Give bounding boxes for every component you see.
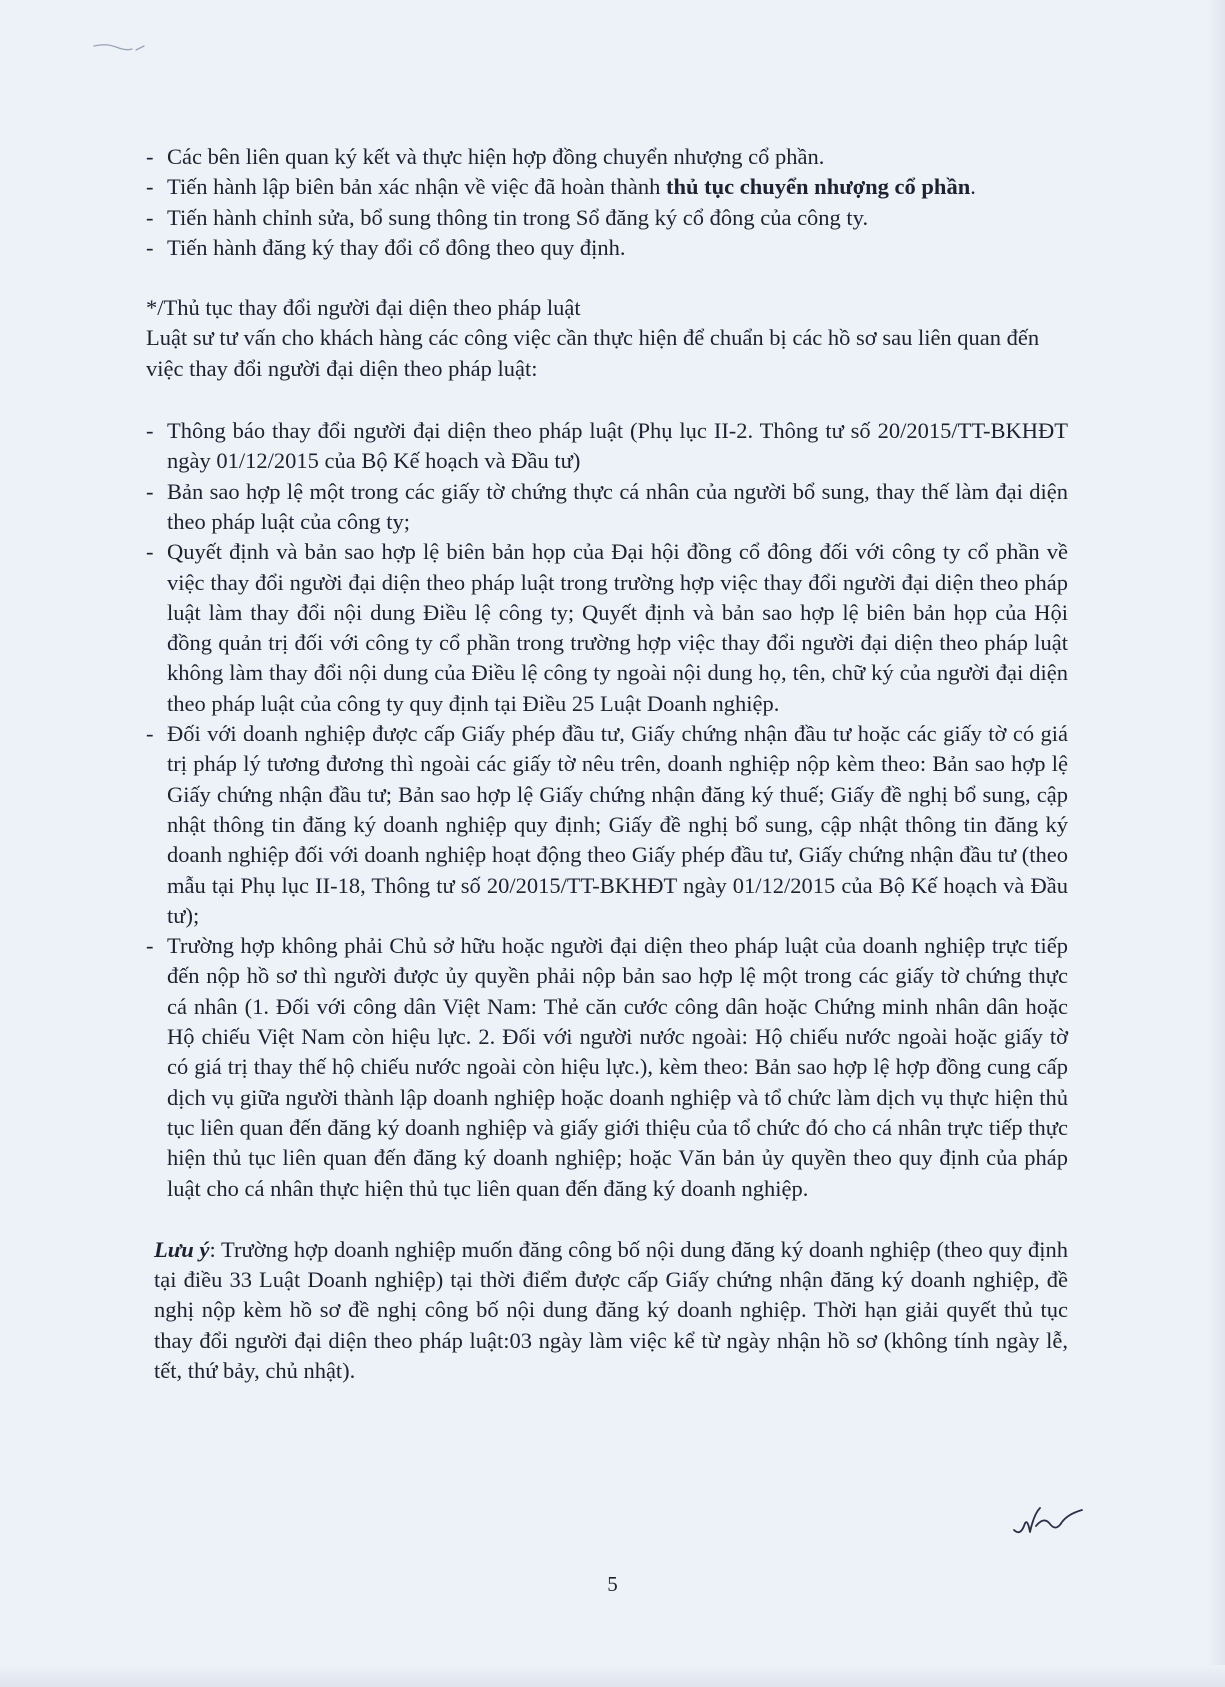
list-item — [146, 416, 1068, 477]
required-documents-list — [146, 416, 1068, 1204]
scan-edge-bottom — [0, 1665, 1225, 1687]
list-item — [146, 931, 1068, 1204]
list-dash: - — [146, 933, 154, 959]
list-item — [146, 537, 1068, 719]
list-dash: - — [146, 204, 154, 230]
transfer-steps-list — [146, 142, 1068, 263]
list-item — [146, 477, 1068, 538]
section-intro: Luật sư tư vấn cho khách hàng các công việc cần thực hiện để chuẩn bị các hồ sơ sau liên quan đến việc thay đổi người đại diện theo pháp luật: — [146, 325, 1040, 381]
list-dash: - — [146, 144, 154, 169]
scan-edge-right — [1207, 0, 1225, 1687]
list-item-text: Đối với doanh nghiệp được cấp Giấy phép đầu tư, Giấy chứng nhận đầu tư hoặc các giấy tờ có giá trị pháp lý tương đương thì ngoài các giấy tờ nêu trên, doanh nghiệp nộp kèm theo: Bản sao hợp lệ Giấy chứng nhận đầu tư; Bản sao hợp lệ Giấy chứng nhận đăng ký thuế; Giấy đề nghị bổ sung, cập nhật thông tin đăng ký doanh nghiệp quy định; Giấy đề nghị bổ sung, cập nhật thông tin đăng ký doanh nghiệp đối với doanh nghiệp hoạt động theo Giấy phép đầu tư, Giấy chứng nhận đầu tư (theo mẫu tại Phụ lục II-18, Thông tư số 20/2015/TT-BKHĐT ngày 01/12/2015 của Bộ Kế hoạch và Đầu tư); — [167, 721, 1068, 928]
list-item-text: Trường hợp không phải Chủ sở hữu hoặc người đại diện theo pháp luật của doanh nghiệp trực tiếp đến nộp hồ sơ thì người được ủy quyền phải nộp bản sao hợp lệ một trong các giấy tờ chứng thực cá nhân (1. Đối với công dân Việt Nam: Thẻ căn cước công dân hoặc Chứng minh nhân dân hoặc Hộ chiếu Việt Nam còn hiệu lực. 2. Đối với người nước ngoài: Hộ chiếu nước ngoài hoặc giấy tờ có giá trị thay thế hộ chiếu nước ngoài còn hiệu lực.), kèm theo: Bản sao hợp lệ hợp đồng cung cấp dịch vụ giữa người thành lập doanh nghiệp hoặc doanh nghiệp và tổ chức làm dịch vụ thực hiện thủ tục liên quan đến đăng ký doanh nghiệp và giấy giới thiệu của tổ chức đó cho cá nhân trực tiếp thực hiện thủ tục liên quan đến đăng ký doanh nghiệp; hoặc Văn bản ủy quyền theo quy định của pháp luật cho cá nhân thực hiện thủ tục liên quan đến đăng ký doanh nghiệp. — [167, 933, 1068, 1201]
list-dash: - — [146, 174, 154, 200]
initials-signature-icon — [1010, 1502, 1086, 1542]
list-dash: - — [146, 721, 154, 747]
list-dash: - — [146, 234, 154, 260]
list-item-text: Tiến hành chỉnh sửa, bổ sung thông tin trong Sổ đăng ký cổ đông của công ty. — [167, 204, 869, 230]
section-heading: */Thủ tục thay đổi người đại diện theo pháp luật — [146, 295, 581, 321]
note-text: : Trường hợp doanh nghiệp muốn đăng công bố nội dung đăng ký doanh nghiệp (theo quy định tại điều 33 Luật Doanh nghiệp) tại thời điểm được cấp Giấy chứng nhận đăng ký doanh nghiệp, đề nghị nộp kèm hồ sơ đề nghị công bố nội dung đăng ký doanh nghiệp. Thời hạn giải quyết thủ tục thay đổi người đại diện theo pháp luật:03 ngày làm việc kể từ ngày nhận hồ sơ (không tính ngày lễ, tết, thứ bảy, chủ nhật). — [154, 1236, 1068, 1383]
page-number: 5 — [607, 1572, 618, 1596]
list-item — [146, 142, 1068, 172]
list-item — [146, 719, 1068, 931]
list-item-text: Các bên liên quan ký kết và thực hiện hợp đồng chuyển nhượng cổ phần. — [167, 144, 825, 169]
list-item-text-end: . — [970, 174, 976, 200]
list-item-text: Quyết định và bản sao hợp lệ biên bản họp của Đại hội đồng cổ đông đối với công ty cổ phần về việc thay đổi người đại diện theo pháp luật trong trường hợp việc thay đổi người đại diện theo pháp luật làm thay đổi nội dung Điều lệ công ty; Quyết định và bản sao hợp lệ biên bản họp của Hội đồng quản trị đối với công ty cổ phần trong trường hợp việc thay đổi người đại diện theo pháp luật không làm thay đổi nội dung của Điều lệ công ty ngoài nội dung họ, tên, chữ ký của người đại diện theo pháp luật của công ty quy định tại Điều 25 Luật Doanh nghiệp. — [167, 539, 1068, 716]
list-item — [146, 233, 1068, 263]
note-paragraph — [146, 1235, 1068, 1386]
list-dash: - — [146, 539, 154, 565]
list-item — [146, 203, 1068, 233]
list-item-text: Bản sao hợp lệ một trong các giấy tờ chứng thực cá nhân của người bổ sung, thay thế làm đại diện theo pháp luật của công ty; — [167, 478, 1068, 534]
list-item-text: Tiến hành lập biên bản xác nhận về việc đã hoàn thành — [167, 174, 667, 200]
list-item-text: Tiến hành đăng ký thay đổi cổ đông theo quy định. — [167, 234, 626, 260]
note-label: Lưu ý — [154, 1236, 210, 1262]
list-item — [146, 172, 1068, 202]
list-item-text: Thông báo thay đổi người đại diện theo pháp luật (Phụ lục II-2. Thông tư số 20/2015/TT-BKHĐT ngày 01/12/2015 của Bộ Kế hoạch và Đầu tư) — [167, 418, 1068, 474]
list-dash: - — [146, 418, 154, 444]
bold-phrase: thủ tục chuyển nhượng cổ phần — [666, 174, 971, 200]
scan-mark-icon — [92, 40, 148, 54]
list-dash: - — [146, 478, 154, 504]
document-body — [146, 142, 1068, 1386]
